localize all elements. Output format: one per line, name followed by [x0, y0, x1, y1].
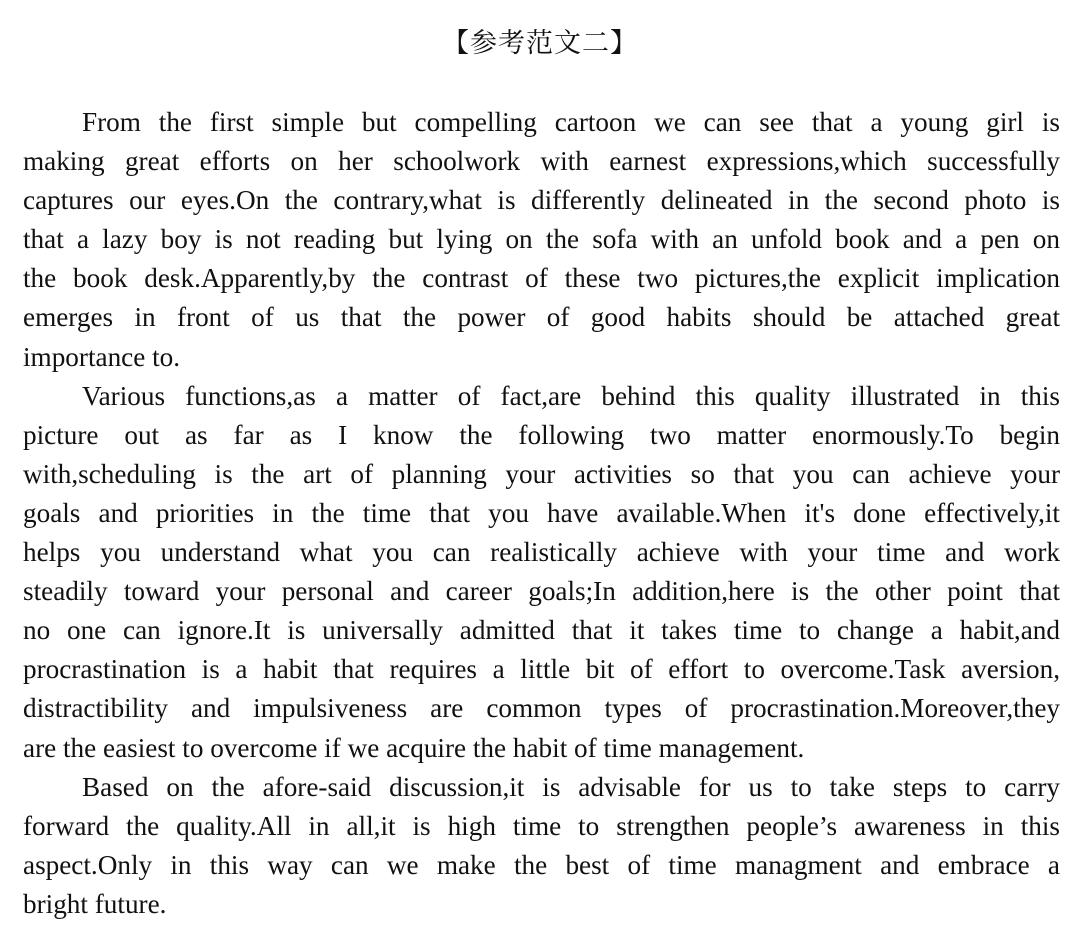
paragraph-1 — [23, 103, 1060, 377]
text-line: forward the quality.All in all,it is high time to strengthen people’s awareness in this — [23, 810, 1060, 841]
text-line: are the easiest to overcome if we acquire the habit of time management. — [23, 732, 805, 763]
text-line: emerges in front of us that the power of good habits should be attached great — [23, 302, 1060, 333]
text-line: Based on the afore-said discussion,it is advisable for us to take steps to carry — [82, 771, 1060, 802]
text-line: helps you understand what you can realistically achieve with your time and work — [23, 537, 1060, 568]
text-line: goals and priorities in the time that you have available.When it's done effectively,it — [23, 497, 1060, 528]
document-title: 【参考范文二】 — [442, 28, 638, 59]
paragraph-2 — [23, 377, 1060, 768]
text-line: importance to. — [23, 341, 181, 372]
text-line: Various functions,as a matter of fact,are behind this quality illustrated in this — [82, 380, 1060, 411]
text-line: the book desk.Apparently,by the contrast of these two pictures,the explicit implication — [23, 263, 1060, 294]
text-line: From the first simple but compelling cartoon we can see that a young girl is — [82, 107, 1060, 137]
text-line: picture out as far as I know the following two matter enormously.To begin — [23, 419, 1060, 450]
text-line: captures our eyes.On the contrary,what is differently delineated in the second photo is — [23, 185, 1060, 216]
text-line: that a lazy boy is not reading but lying on the sofa with an unfold book and a pen on — [23, 224, 1060, 255]
paragraph-3 — [23, 768, 1060, 924]
text-line: bright future. — [23, 888, 167, 919]
text-line: no one can ignore.It is universally admitted that it takes time to change a habit,and — [23, 615, 1060, 646]
text-line: steadily toward your personal and career goals;In addition,here is the other point that — [23, 576, 1060, 607]
text-line: with,scheduling is the art of planning your activities so that you can achieve your — [23, 458, 1060, 489]
essay-body — [23, 103, 1060, 924]
text-line: making great efforts on her schoolwork with earnest expressions,which successfully — [23, 146, 1060, 177]
text-line: procrastination is a habit that requires a little bit of effort to overcome.Task aversion, — [23, 654, 1060, 685]
text-line: aspect.Only in this way can we make the best of time managment and embrace a — [23, 849, 1060, 880]
text-line: distractibility and impulsiveness are common types of procrastination.Moreover,they — [23, 693, 1060, 724]
